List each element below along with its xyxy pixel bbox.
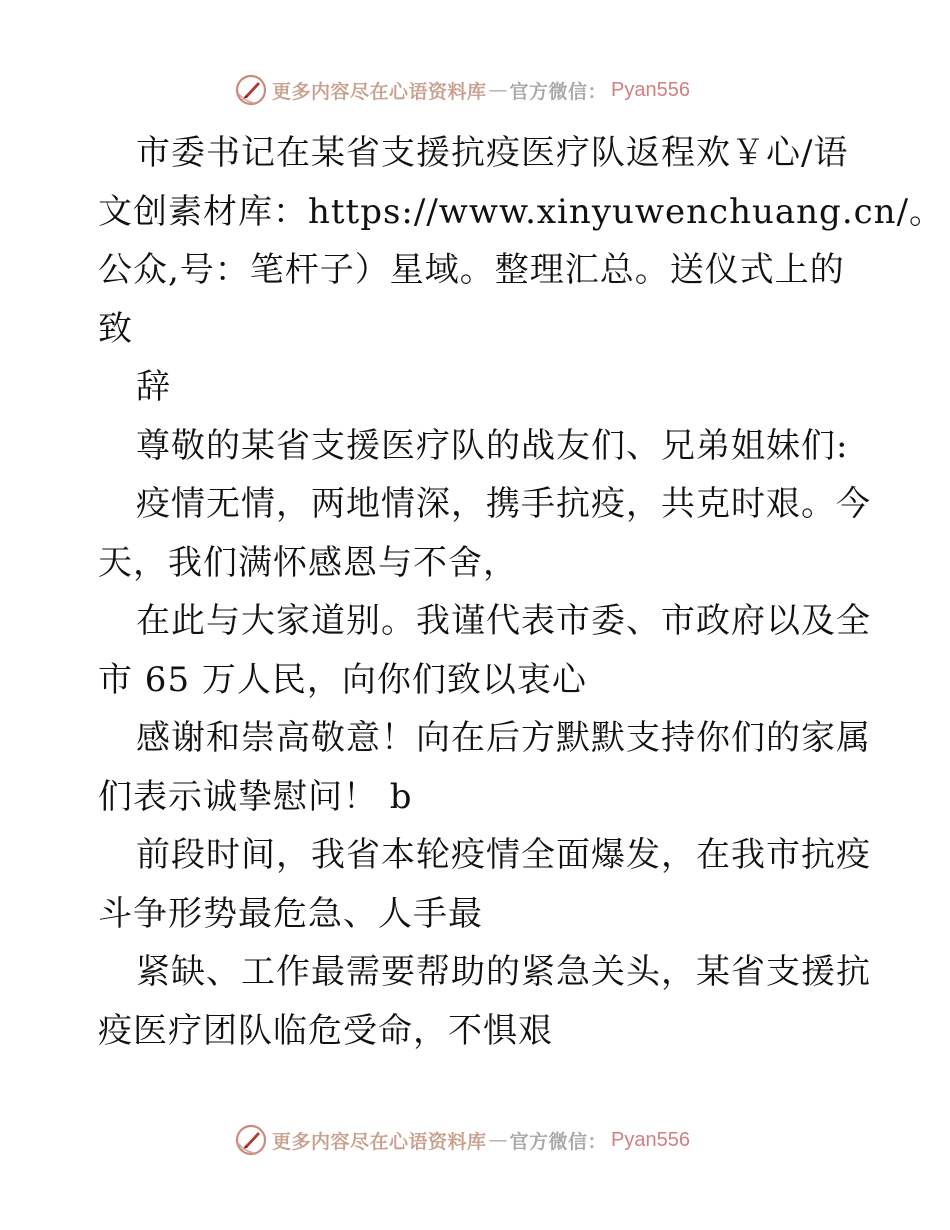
text-line: 尊敬的某省支援医疗队的战友们、兄弟姐妹们:: [136, 425, 849, 466]
watermark-wechat-id: Pyan556: [611, 78, 690, 101]
text-line: 辞: [136, 367, 171, 407]
quill-logo-icon: [234, 1123, 268, 1157]
watermark-wechat-id: Pyan556: [611, 1128, 690, 1151]
footer-watermark: [234, 1122, 690, 1158]
text-line: 紧缺、工作最需要帮助的紧急关头，某省支援抗: [136, 952, 871, 992]
text-line: 文创素材库：https://www.xinyuwenchuang.cn/。: [98, 191, 945, 232]
header-watermark: [234, 72, 690, 108]
watermark-site-text: 更多内容尽在心语资料库: [272, 80, 487, 103]
text-line: 斗争形势最危急、人手最: [98, 893, 483, 934]
watermark-official-label: 官方微信：: [509, 80, 608, 103]
text-line: 疫情无情，两地情深，携手抗疫，共克时艰。今: [136, 484, 871, 524]
text-line: 市 65 万人民，向你们致以衷心: [98, 659, 587, 700]
text-line: 公众,号：笔杆子）星域。整理汇总。送仪式上的: [98, 250, 845, 290]
text-line: 疫医疗团队临危受命，不惧艰: [98, 1010, 553, 1051]
watermark-dash: —: [488, 79, 508, 101]
watermark-official-label: 官方微信：: [509, 1130, 608, 1153]
text-line: 前段时间，我省本轮疫情全面爆发，在我市抗疫: [136, 835, 871, 875]
text-line: 感谢和崇高敬意！向在后方默默支持你们的家属: [136, 718, 871, 758]
text-line: 致: [98, 308, 133, 349]
quill-logo-icon: [234, 73, 268, 107]
watermark-dash: —: [488, 1129, 508, 1151]
body-text: [98, 124, 945, 1060]
watermark-site-text: 更多内容尽在心语资料库: [272, 1130, 487, 1153]
text-line: 在此与大家道别。我谨代表市委、市政府以及全: [136, 601, 871, 641]
text-line: 天，我们满怀感恩与不舍，: [98, 542, 518, 583]
text-line: 们表示诚挚慰问！ b: [98, 776, 413, 817]
text-line: 市委书记在某省支援抗疫医疗队返程欢￥心/语: [136, 133, 849, 173]
